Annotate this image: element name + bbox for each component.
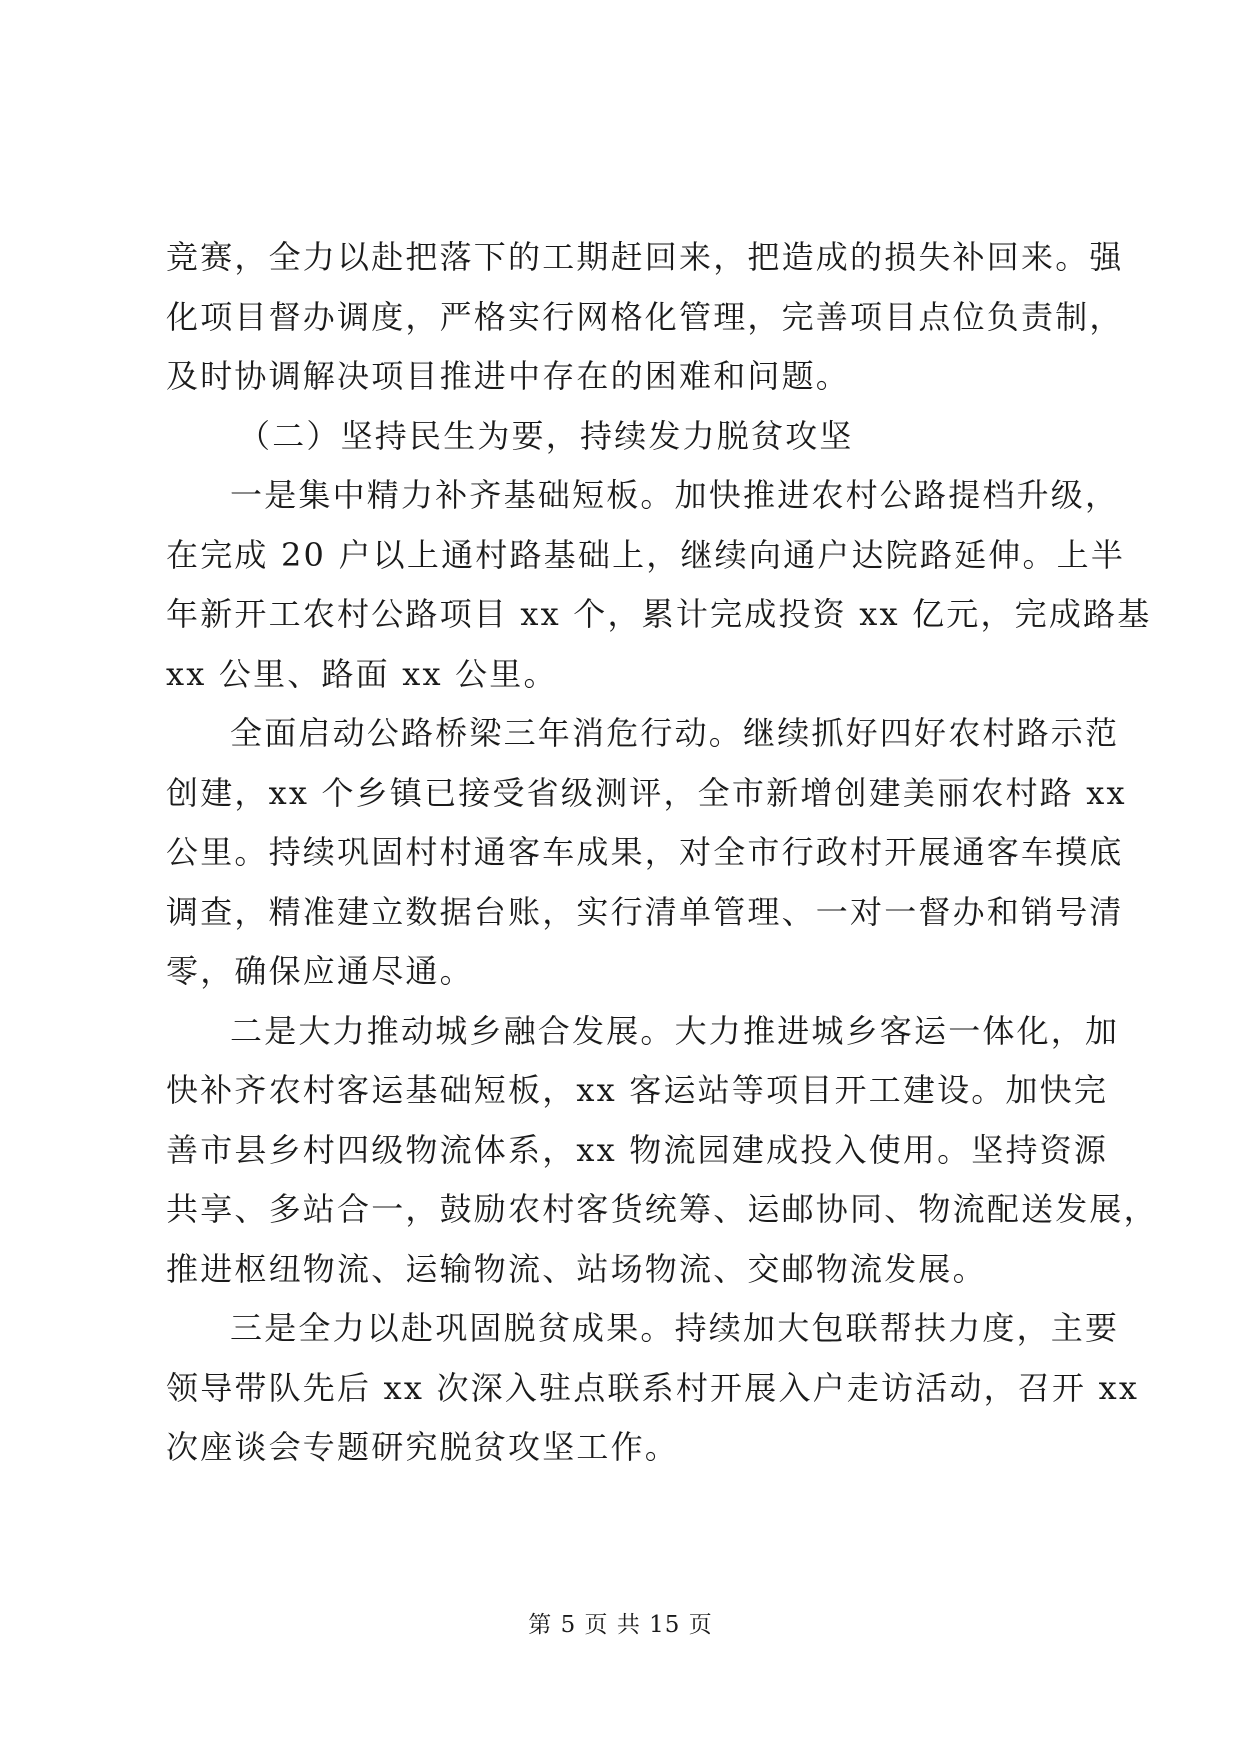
- paragraph-line: 一是集中精力补齐基础短板。加快推进农村公路提档升级，: [230, 476, 1120, 514]
- document-body: [166, 228, 1158, 1478]
- paragraph-line: 年新开工农村公路项目 xx 个，累计完成投资 xx 亿元，完成路基: [166, 595, 1152, 633]
- paragraph-line: 三是全力以赴巩固脱贫成果。持续加大包联帮扶力度，主要: [230, 1309, 1120, 1347]
- paragraph-line: 化项目督办调度，严格实行网格化管理，完善项目点位负责制，: [166, 297, 1124, 336]
- paragraph-line: 及时协调解决项目推进中存在的困难和问题。: [166, 357, 851, 395]
- paragraph-line: 善市县乡村四级物流体系，xx 物流园建成投入使用。坚持资源: [166, 1130, 1109, 1169]
- paragraph-line: 共享、多站合一，鼓励农村客货统筹、运邮协同、物流配送发展，: [166, 1190, 1158, 1228]
- paragraph-line: 二是大力推动城乡融合发展。大力推进城乡客运一体化，加: [230, 1011, 1120, 1050]
- paragraph-line: 公里。持续巩固村村通客车成果，对全市行政村开展通客车摸底: [166, 833, 1124, 871]
- page-number-footer: 第 5 页 共 15 页: [528, 1612, 713, 1638]
- paragraph-line: 次座谈会专题研究脱贫攻坚工作。: [166, 1428, 680, 1466]
- section-heading: （二）坚持民生为要，持续发力脱贫攻坚: [238, 416, 854, 455]
- paragraph-line: 推进枢纽物流、运输物流、站场物流、交邮物流发展。: [166, 1249, 987, 1288]
- paragraph-line: xx 公里、路面 xx 公里。: [166, 654, 558, 693]
- paragraph-line: 领导带队先后 xx 次深入驻点联系村开展入户走访活动，召开 xx: [166, 1368, 1140, 1407]
- paragraph-line: 零，确保应通尽通。: [166, 952, 474, 990]
- paragraph-line: 创建，xx 个乡镇已接受省级测评，全市新增创建美丽农村路 xx: [166, 773, 1127, 812]
- paragraph-line: 全面启动公路桥梁三年消危行动。继续抓好四好农村路示范: [230, 714, 1120, 752]
- paragraph-line: 竞赛，全力以赴把落下的工期赶回来，把造成的损失补回来。强: [166, 238, 1124, 276]
- paragraph-line: 快补齐农村客运基础短板，xx 客运站等项目开工建设。加快完: [166, 1071, 1109, 1109]
- paragraph-line: 在完成 20 户以上通村路基础上，继续向通户达院路延伸。上半: [166, 535, 1126, 574]
- paragraph-line: 调查，精准建立数据台账，实行清单管理、一对一督办和销号清: [166, 892, 1124, 931]
